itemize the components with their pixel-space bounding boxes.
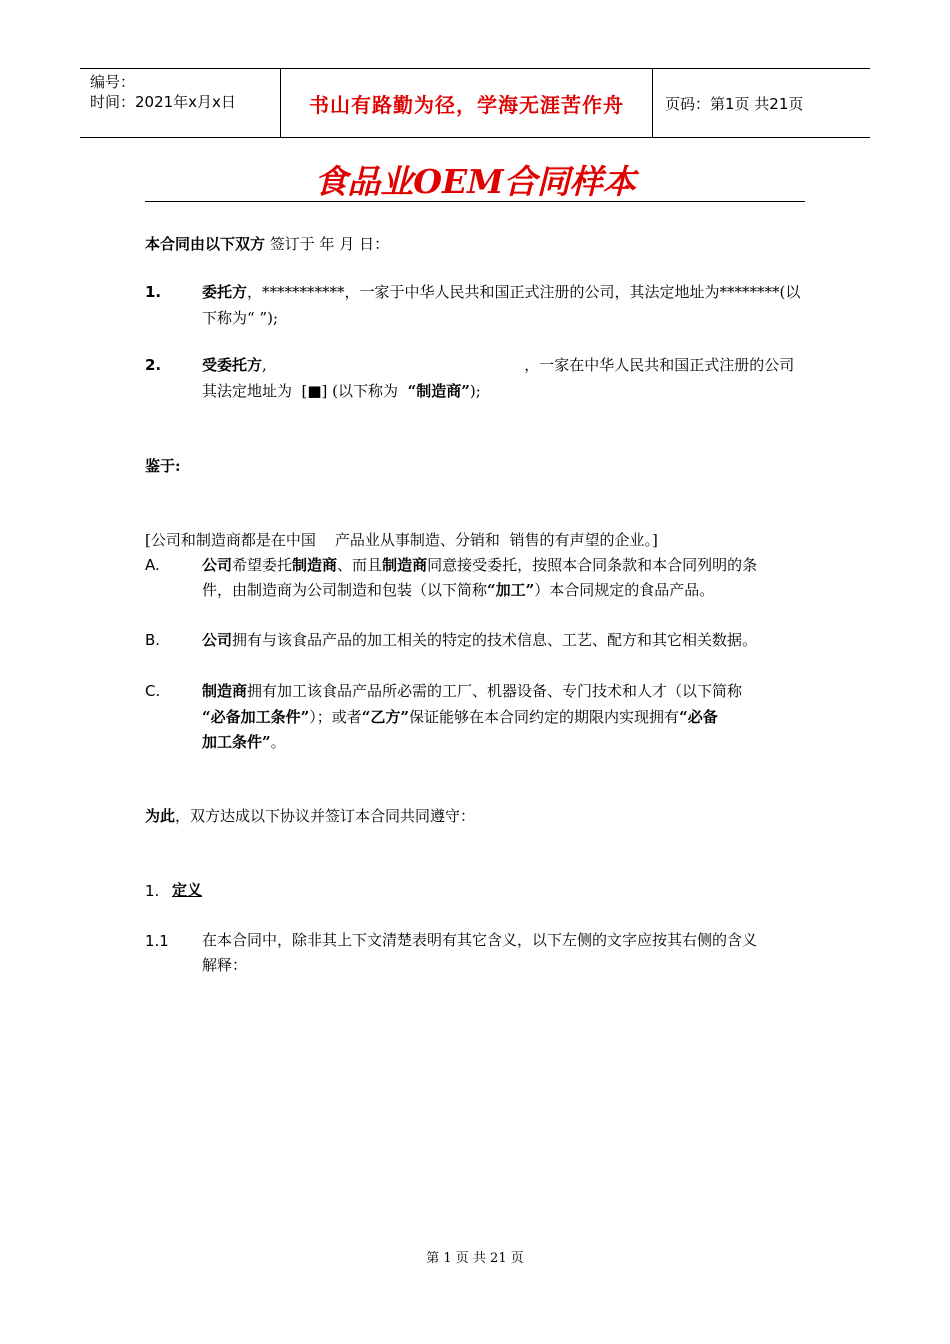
- item-a-b2: 制造商: [292, 556, 338, 574]
- bracket-paragraph: [公司和制造商都是在中国 产品业从事制造、分销和 销售的有声望的企业。]: [145, 531, 658, 549]
- header-page-cell: [653, 69, 870, 137]
- item-c-bold: 制造商: [202, 682, 248, 700]
- item-a-t3: 同意接受委托，按照本合同条款和本合同列明的条: [427, 556, 758, 574]
- section1-number: 1.: [145, 882, 160, 900]
- time-label: 时间：2021年x月x日: [90, 93, 236, 111]
- party1-number: 1.: [145, 283, 162, 301]
- item-c-line3: [202, 730, 806, 754]
- item-c-l2-b1: “必备加工条件”: [202, 708, 310, 726]
- item-c-label: C.: [145, 682, 161, 700]
- item-a-t1: 希望委托: [232, 556, 293, 574]
- whereas-heading: 鉴于:: [145, 457, 181, 475]
- item-c-l3-bold: 加工条件”: [202, 733, 271, 751]
- intro-bold: 本合同由以下双方: [145, 235, 266, 253]
- motto-text: 书山有路勤为径，学海无涯苦作舟: [309, 92, 624, 117]
- item-a-l2-bold: “加工”: [487, 581, 535, 599]
- party2-text: , ，一家在中华人民共和国正式注册的公司: [262, 356, 795, 374]
- number-label: 编号：: [90, 73, 136, 91]
- party1-text: ，***********，一家于中华人民共和国正式注册的公司，其法定地址为********(以: [247, 283, 801, 301]
- party1-line2: 下称为“ ”);: [202, 309, 279, 327]
- item-c-l2-b3: “必备: [679, 708, 718, 726]
- item-a-label: A.: [145, 556, 160, 574]
- item-c-line2: [202, 705, 806, 729]
- party2-line1: [202, 353, 806, 377]
- party2-address: 其法定地址为 [■] (以下称为: [202, 382, 408, 400]
- clause11-line2: 解释：: [202, 956, 248, 974]
- header-motto-cell: [281, 69, 653, 137]
- party1-label: 委托方: [202, 283, 248, 301]
- item-a-b1: 公司: [202, 556, 233, 574]
- item-c-l3-post: 。: [270, 733, 286, 751]
- item-a-b3: 制造商: [382, 556, 428, 574]
- item-c-l2-t1: ）；或者: [309, 708, 362, 726]
- item-b-label: B.: [145, 631, 161, 649]
- item-a-line1: [202, 553, 806, 577]
- item-c-rest1: 拥有加工该食品产品所必需的工厂、机器设备、专门技术和人才（以下简称: [247, 682, 743, 700]
- agreement-rest: ，双方达成以下协议并签订本合同共同遵守：: [175, 807, 476, 825]
- section1-title: 定义: [172, 881, 203, 899]
- party2-number: 2.: [145, 356, 162, 374]
- agreement-bold: 为此: [145, 807, 176, 825]
- item-b-rest: 拥有与该食品产品的加工相关的特定的技术信息、工艺、配方和其它相关数据。: [232, 631, 758, 649]
- item-b-line: [202, 628, 806, 652]
- intro-rest: 签订于 年 月 日：: [265, 235, 390, 253]
- item-c-l2-b2: “乙方”: [361, 708, 410, 726]
- party2-line2: [202, 379, 806, 403]
- party2-end: );: [469, 382, 481, 400]
- party2-label: 受委托方: [202, 356, 263, 374]
- clause11-number: 1.1: [145, 932, 169, 950]
- item-c-l2-t2: 保证能够在本合同约定的期限内实现拥有: [409, 708, 680, 726]
- item-a-l2-post: ）本合同规定的食品产品。: [534, 581, 715, 599]
- item-a-l2-pre: 件，由制造商为公司制造和包装（以下简称: [202, 581, 488, 599]
- agreement-line: [145, 804, 805, 828]
- item-a-t2: 、而且: [337, 556, 383, 574]
- page-info: 页码：第1页 共21页: [665, 94, 804, 113]
- clause11-line1: 在本合同中，除非其上下文清楚表明有其它含义，以下左侧的文字应按其右侧的含义: [202, 931, 758, 949]
- document-title: 食品业OEM合同样本: [314, 162, 636, 201]
- title-divider: [145, 201, 805, 202]
- intro-line: [145, 232, 805, 256]
- item-b-bold: 公司: [202, 631, 233, 649]
- item-a-line2: [202, 578, 806, 602]
- header-table: [80, 68, 870, 138]
- page-footer: 第 1 页 共 21 页: [426, 1251, 524, 1266]
- item-c-line1: [202, 679, 806, 703]
- party1-line1: [202, 280, 806, 304]
- header-meta-cell: [80, 69, 281, 137]
- party2-alias: “制造商”: [407, 382, 470, 400]
